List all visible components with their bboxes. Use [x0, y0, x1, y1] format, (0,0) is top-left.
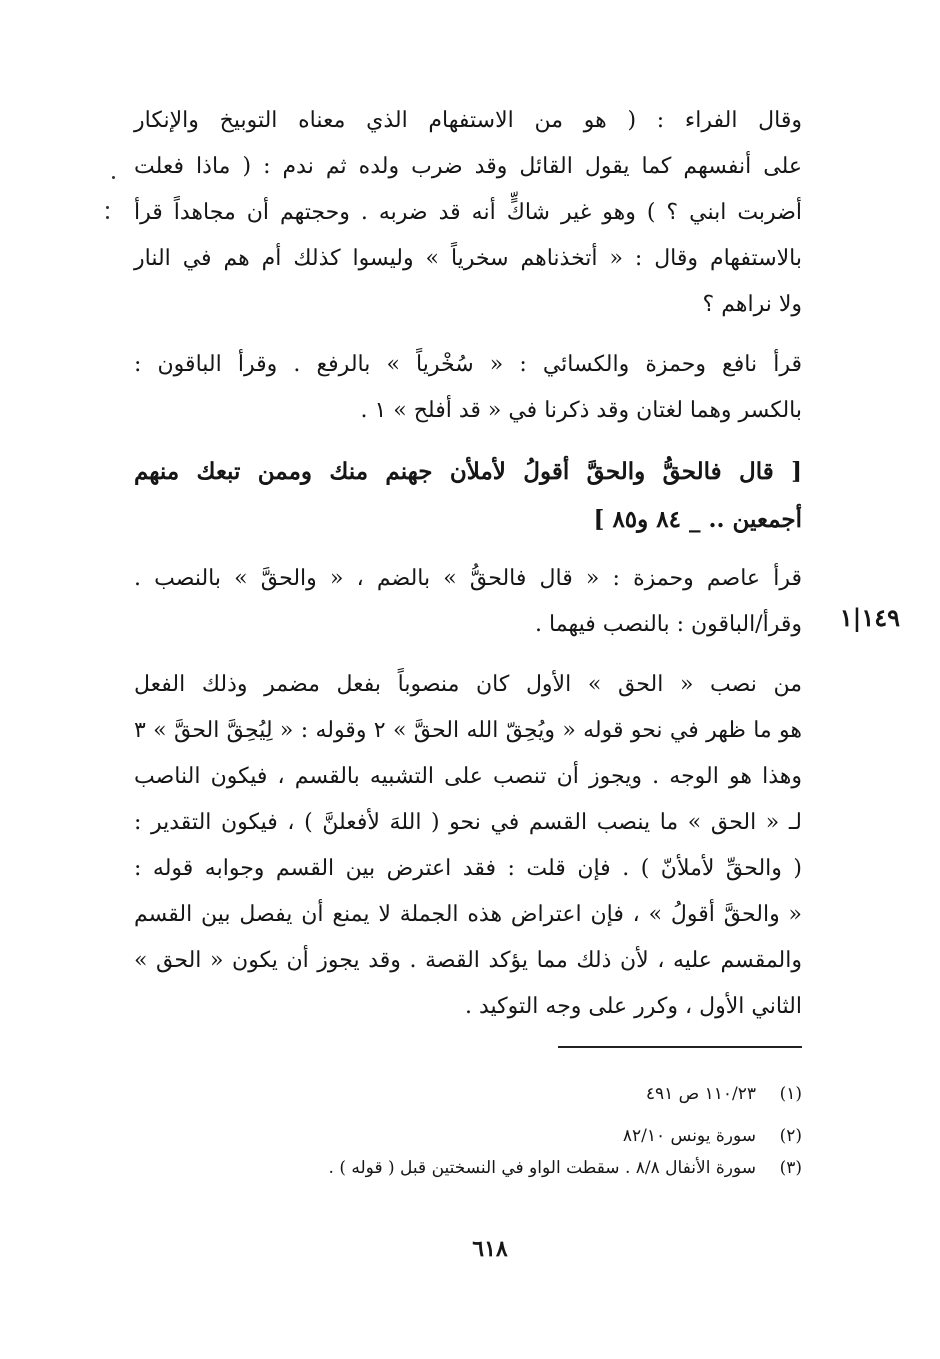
footnote-number: (١) — [779, 1084, 802, 1104]
text-line: هو ما ظهر في نحو قوله « ويُحِقّ الله الحقَّ » ٢ وقوله : « لِيُحِقَّ الحقَّ » ٣ — [134, 718, 802, 743]
paragraph-farra-quote — [134, 98, 802, 328]
footnote-separator — [558, 1046, 802, 1048]
footnote-text: سورة يونس ٨٢/١٠ — [622, 1126, 756, 1146]
footnote-number: (٢) — [779, 1126, 802, 1146]
quran-verse-block — [134, 448, 802, 544]
scan-speck — [112, 176, 115, 179]
scan-speck — [106, 206, 109, 209]
footnote — [134, 1078, 802, 1110]
text-line: ( والحقِّ لأملأنّ ) . فإن قلت : فقد اعترض بين القسم وجوابه قوله : — [134, 856, 802, 881]
text-line: بالكسر وهما لغتان وقد ذكرنا في « قد أفلح » ١ . — [360, 398, 802, 423]
paragraph-readings-haqq — [134, 556, 802, 648]
text-line: قرأ عاصم وحمزة : « قال فالحقُّ » بالضم ، « والحقَّ » بالنصب . — [134, 566, 802, 591]
text-line: وقال الفراء : ( هو من الاستفهام الذي معناه التوبيخ والإنكار — [134, 108, 802, 133]
footnote-number: (٣) — [779, 1158, 802, 1178]
text-line: وهذا هو الوجه . ويجوز أن تنصب على التشبيه بالقسم ، فيكون الناصب — [134, 764, 802, 789]
scan-speck — [106, 216, 109, 219]
text-line: ولا نراهم ؟ — [702, 292, 802, 317]
text-line: وقرأ/الباقون : بالنصب فيهما . — [535, 612, 802, 637]
page-number: ٦١٨ — [472, 1236, 508, 1262]
text-line: لـ « الحق » ما ينصب القسم في نحو ( اللهَ لأفعلنَّ ) ، فيكون التقدير : — [134, 810, 802, 835]
footnote-text: سورة الأنفال ٨/٨ . سقطت الواو في النسختين قبل ( قوله ) . — [328, 1158, 756, 1178]
verse-line: [ قال فالحقُّ والحقَّ أقولُ لأملأن جهنم منك وممن تبعك منهم — [134, 458, 802, 485]
text-line: والمقسم عليه ، لأن ذلك مما يؤكد القصة . وقد يجوز أن يكون « الحق » — [134, 948, 802, 973]
text-line: قرأ نافع وحمزة والكسائي : « سُخْرياً » بالرفع . وقرأ الباقون : — [134, 352, 802, 377]
footnote — [134, 1120, 802, 1152]
text-line: أضربت ابني ؟ ) وهو غير شاكٍّ أنه قد ضربه . وحجتهم أن مجاهداً قرأ — [134, 200, 802, 225]
verse-line: أجمعين .. _ ٨٤ و٨٥ ] — [593, 506, 802, 533]
footnote-text: ١١٠/٢٣ ص ٤٩١ — [645, 1084, 756, 1104]
text-line: من نصب « الحق » الأول كان منصوباً بفعل مضمر وذلك الفعل — [134, 672, 802, 697]
paragraph-explanation — [134, 662, 802, 1030]
paragraph-readings-sukhriyan — [134, 342, 802, 434]
text-line: بالاستفهام وقال : « أتخذناهم سخرياً » وليسوا كذلك أم هم في النار — [134, 246, 802, 271]
text-line: على أنفسهم كما يقول القائل وقد ضرب ولده ثم ندم : ( ماذا فعلت — [134, 154, 802, 179]
footnote — [134, 1152, 802, 1184]
text-line: « والحقَّ أقولُ » ، فإن اعتراض هذه الجملة لا يمنع أن يفصل بين القسم — [134, 902, 802, 927]
manuscript-folio-reference: ١٤٩|١ — [839, 603, 900, 632]
text-line: الثاني الأول ، وكرر على وجه التوكيد . — [464, 994, 802, 1019]
